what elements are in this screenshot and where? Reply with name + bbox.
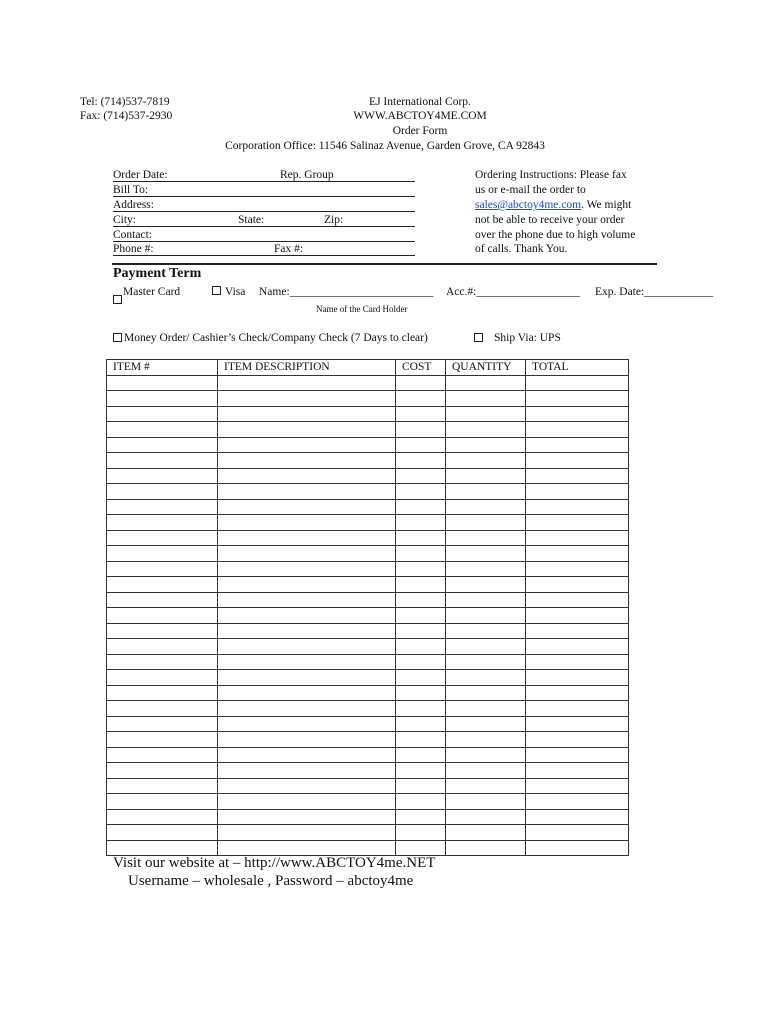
table-row: [107, 732, 629, 748]
item-number-cell[interactable]: [107, 654, 218, 670]
instructions-line-3: [475, 198, 631, 212]
city-label: City:: [113, 214, 137, 226]
quantity-cell[interactable]: [446, 794, 526, 810]
total-cell[interactable]: [526, 763, 629, 779]
table-row: [107, 809, 629, 825]
item-description-cell[interactable]: [218, 794, 396, 810]
bill-to-label: Bill To:: [113, 184, 149, 196]
table-row: [107, 453, 629, 469]
quantity-cell[interactable]: [446, 577, 526, 593]
item-number-cell[interactable]: [107, 763, 218, 779]
total-cell[interactable]: [526, 515, 629, 531]
table-row: [107, 391, 629, 407]
item-number-cell[interactable]: [107, 406, 218, 422]
cost-cell[interactable]: [396, 577, 446, 593]
item-description-cell[interactable]: [218, 515, 396, 531]
cost-cell[interactable]: [396, 809, 446, 825]
quantity-cell[interactable]: [446, 515, 526, 531]
section-divider: [112, 263, 657, 265]
visa-label: Visa: [225, 286, 246, 298]
total-cell[interactable]: [526, 747, 629, 763]
cost-cell[interactable]: [396, 732, 446, 748]
item-number-cell[interactable]: [107, 809, 218, 825]
table-row: [107, 763, 629, 779]
item-number-cell[interactable]: [107, 561, 218, 577]
total-cell[interactable]: [526, 794, 629, 810]
quantity-cell[interactable]: [446, 809, 526, 825]
total-cell[interactable]: [526, 391, 629, 407]
item-number-header: ITEM #: [107, 360, 218, 376]
total-cell[interactable]: [526, 592, 629, 608]
item-number-cell[interactable]: [107, 453, 218, 469]
total-cell[interactable]: [526, 716, 629, 732]
total-cell[interactable]: [526, 809, 629, 825]
total-cell[interactable]: [526, 406, 629, 422]
expiration-date-field[interactable]: Exp. Date:____________: [595, 286, 714, 298]
total-cell[interactable]: [526, 825, 629, 841]
item-number-cell[interactable]: [107, 608, 218, 624]
quantity-cell[interactable]: [446, 468, 526, 484]
phone-fax-line[interactable]: [113, 255, 415, 256]
cost-cell[interactable]: [396, 437, 446, 453]
cost-cell[interactable]: [396, 778, 446, 794]
table-row: [107, 840, 629, 856]
item-number-cell[interactable]: [107, 468, 218, 484]
cost-cell[interactable]: [396, 654, 446, 670]
item-description-cell[interactable]: [218, 747, 396, 763]
item-number-cell[interactable]: [107, 623, 218, 639]
item-description-cell[interactable]: [218, 422, 396, 438]
total-cell[interactable]: [526, 422, 629, 438]
office-address: Corporation Office: 11546 Salinaz Avenue, Garden Grove, CA 92843: [225, 140, 545, 152]
item-number-cell[interactable]: [107, 639, 218, 655]
item-number-cell[interactable]: [107, 670, 218, 686]
visa-checkbox[interactable]: [212, 286, 221, 295]
cost-cell[interactable]: [396, 608, 446, 624]
tel-number: Tel: (714)537-7819: [80, 96, 170, 108]
item-number-cell[interactable]: [107, 530, 218, 546]
table-row: [107, 515, 629, 531]
item-description-cell[interactable]: [218, 437, 396, 453]
item-description-cell[interactable]: [218, 453, 396, 469]
item-number-cell[interactable]: [107, 437, 218, 453]
quantity-cell[interactable]: [446, 406, 526, 422]
item-description-cell[interactable]: [218, 685, 396, 701]
item-description-cell[interactable]: [218, 468, 396, 484]
order-items-table: [106, 359, 629, 856]
total-cell[interactable]: [526, 453, 629, 469]
item-number-cell[interactable]: [107, 794, 218, 810]
quantity-cell[interactable]: [446, 825, 526, 841]
item-description-cell[interactable]: [218, 778, 396, 794]
quantity-cell[interactable]: [446, 453, 526, 469]
cost-cell[interactable]: [396, 623, 446, 639]
item-number-cell[interactable]: [107, 732, 218, 748]
cost-cell[interactable]: [396, 391, 446, 407]
total-cell[interactable]: [526, 623, 629, 639]
total-header: TOTAL: [526, 360, 629, 376]
master-card-checkbox[interactable]: [113, 295, 122, 304]
total-cell[interactable]: [526, 530, 629, 546]
table-row: [107, 670, 629, 686]
cost-header: COST: [396, 360, 446, 376]
table-row: [107, 437, 629, 453]
item-number-cell[interactable]: [107, 778, 218, 794]
contact-line[interactable]: [113, 241, 415, 242]
total-cell[interactable]: [526, 608, 629, 624]
item-description-cell[interactable]: [218, 375, 396, 391]
total-cell[interactable]: [526, 499, 629, 515]
item-description-cell[interactable]: [218, 732, 396, 748]
company-name: EJ International Corp.: [369, 96, 471, 108]
cost-cell[interactable]: [396, 701, 446, 717]
quantity-cell[interactable]: [446, 546, 526, 562]
quantity-cell[interactable]: [446, 561, 526, 577]
fax-number: Fax: (714)537-2930: [80, 110, 173, 122]
table-row: [107, 794, 629, 810]
instructions-line-4: not be able to receive your order: [475, 214, 625, 226]
quantity-cell[interactable]: [446, 685, 526, 701]
rep-group-label: Rep. Group: [280, 169, 334, 181]
item-number-cell[interactable]: [107, 747, 218, 763]
item-description-cell[interactable]: [218, 546, 396, 562]
item-description-cell[interactable]: [218, 623, 396, 639]
quantity-cell[interactable]: [446, 530, 526, 546]
total-cell[interactable]: [526, 685, 629, 701]
phone-label: Phone #:: [113, 243, 154, 255]
item-number-cell[interactable]: [107, 546, 218, 562]
instructions-line-6: of calls. Thank You.: [475, 243, 568, 255]
cost-cell[interactable]: [396, 592, 446, 608]
state-label: State:: [238, 214, 265, 226]
quantity-cell[interactable]: [446, 484, 526, 500]
item-description-cell[interactable]: [218, 763, 396, 779]
table-row: [107, 468, 629, 484]
money-order-checkbox[interactable]: [113, 333, 122, 342]
quantity-cell[interactable]: [446, 592, 526, 608]
order-date-line[interactable]: [113, 181, 415, 182]
item-description-cell[interactable]: [218, 592, 396, 608]
ship-via-checkbox[interactable]: [474, 333, 483, 342]
table-row: [107, 685, 629, 701]
item-description-cell[interactable]: [218, 639, 396, 655]
cost-cell[interactable]: [396, 499, 446, 515]
item-number-cell[interactable]: [107, 592, 218, 608]
instructions-line-2: us or e-mail the order to: [475, 184, 586, 196]
cost-cell[interactable]: [396, 685, 446, 701]
form-title: Order Form: [392, 125, 448, 137]
cost-cell[interactable]: [396, 747, 446, 763]
bill-to-line[interactable]: [113, 196, 415, 197]
total-cell[interactable]: [526, 732, 629, 748]
cost-cell[interactable]: [396, 794, 446, 810]
instructions-line-3-rest: . We might: [581, 199, 632, 211]
table-row: [107, 592, 629, 608]
city-state-zip-line[interactable]: [113, 226, 415, 227]
total-cell[interactable]: [526, 577, 629, 593]
cost-cell[interactable]: [396, 546, 446, 562]
master-card-label: Master Card: [123, 286, 181, 298]
table-row: [107, 561, 629, 577]
address-label: Address:: [113, 199, 154, 211]
table-row: [107, 422, 629, 438]
contact-label: Contact:: [113, 229, 152, 241]
cost-cell[interactable]: [396, 406, 446, 422]
total-cell[interactable]: [526, 484, 629, 500]
table-row: [107, 484, 629, 500]
account-number-field[interactable]: Acc.#:__________________: [446, 286, 580, 298]
quantity-cell[interactable]: [446, 732, 526, 748]
cost-cell[interactable]: [396, 670, 446, 686]
order-date-label: Order Date:: [113, 169, 168, 181]
money-order-label: Money Order/ Cashier’s Check/Company Check (7 Days to clear): [124, 332, 428, 344]
item-number-cell[interactable]: [107, 701, 218, 717]
quantity-cell[interactable]: [446, 778, 526, 794]
total-cell[interactable]: [526, 840, 629, 856]
item-description-header: ITEM DESCRIPTION: [218, 360, 396, 376]
cost-cell[interactable]: [396, 375, 446, 391]
quantity-cell[interactable]: [446, 701, 526, 717]
ship-via-label: Ship Via: UPS: [494, 332, 561, 344]
item-description-cell[interactable]: [218, 654, 396, 670]
item-description-cell[interactable]: [218, 716, 396, 732]
cost-cell[interactable]: [396, 639, 446, 655]
cost-cell[interactable]: [396, 515, 446, 531]
total-cell[interactable]: [526, 639, 629, 655]
quantity-cell[interactable]: [446, 654, 526, 670]
zip-label: Zip:: [324, 214, 344, 226]
table-header-row: [107, 360, 629, 376]
cost-cell[interactable]: [396, 561, 446, 577]
quantity-cell[interactable]: [446, 437, 526, 453]
item-description-cell[interactable]: [218, 608, 396, 624]
table-row: [107, 499, 629, 515]
total-cell[interactable]: [526, 375, 629, 391]
quantity-cell[interactable]: [446, 840, 526, 856]
total-cell[interactable]: [526, 778, 629, 794]
instructions-line-5: over the phone due to high volume: [475, 229, 636, 241]
address-line[interactable]: [113, 211, 415, 212]
payment-term-heading: Payment Term: [113, 266, 202, 281]
item-description-cell[interactable]: [218, 701, 396, 717]
card-holder-note: Name of the Card Holder: [316, 304, 408, 314]
quantity-cell[interactable]: [446, 608, 526, 624]
table-row: [107, 701, 629, 717]
item-description-cell[interactable]: [218, 670, 396, 686]
item-number-cell[interactable]: [107, 685, 218, 701]
item-description-cell[interactable]: [218, 484, 396, 500]
quantity-header: QUANTITY: [446, 360, 526, 376]
cost-cell[interactable]: [396, 422, 446, 438]
item-description-cell[interactable]: [218, 406, 396, 422]
table-row: [107, 825, 629, 841]
quantity-cell[interactable]: [446, 639, 526, 655]
item-number-cell[interactable]: [107, 391, 218, 407]
website-visit-line: Visit our website at – http://www.ABCTOY4me.NET: [113, 855, 436, 871]
table-body: [107, 375, 629, 856]
cost-cell[interactable]: [396, 840, 446, 856]
table-row: [107, 375, 629, 391]
item-number-cell[interactable]: [107, 375, 218, 391]
total-cell[interactable]: [526, 437, 629, 453]
total-cell[interactable]: [526, 701, 629, 717]
item-number-cell[interactable]: [107, 484, 218, 500]
item-number-cell[interactable]: [107, 825, 218, 841]
item-description-cell[interactable]: [218, 809, 396, 825]
total-cell[interactable]: [526, 561, 629, 577]
table-row: [107, 577, 629, 593]
sales-email-link[interactable]: sales@abctoy4me.com: [475, 199, 582, 211]
card-holder-name-field[interactable]: Name:_________________________: [259, 286, 434, 298]
item-number-cell[interactable]: [107, 716, 218, 732]
total-cell[interactable]: [526, 654, 629, 670]
item-number-cell[interactable]: [107, 840, 218, 856]
table-row: [107, 530, 629, 546]
quantity-cell[interactable]: [446, 499, 526, 515]
quantity-cell[interactable]: [446, 716, 526, 732]
table-row: [107, 716, 629, 732]
total-cell[interactable]: [526, 670, 629, 686]
table-row: [107, 747, 629, 763]
table-row: [107, 406, 629, 422]
table-row: [107, 654, 629, 670]
login-credentials-line: Username – wholesale , Password – abctoy4me: [128, 873, 414, 889]
cost-cell[interactable]: [396, 453, 446, 469]
quantity-cell[interactable]: [446, 391, 526, 407]
instructions-line-1: Ordering Instructions: Please fax: [475, 169, 627, 181]
item-number-cell[interactable]: [107, 422, 218, 438]
item-number-cell[interactable]: [107, 499, 218, 515]
total-cell[interactable]: [526, 546, 629, 562]
item-description-cell[interactable]: [218, 577, 396, 593]
item-number-cell[interactable]: [107, 577, 218, 593]
quantity-cell[interactable]: [446, 375, 526, 391]
item-description-cell[interactable]: [218, 530, 396, 546]
item-number-cell[interactable]: [107, 515, 218, 531]
quantity-cell[interactable]: [446, 747, 526, 763]
cost-cell[interactable]: [396, 763, 446, 779]
table-row: [107, 546, 629, 562]
quantity-cell[interactable]: [446, 623, 526, 639]
total-cell[interactable]: [526, 468, 629, 484]
item-description-cell[interactable]: [218, 561, 396, 577]
cost-cell[interactable]: [396, 468, 446, 484]
table-row: [107, 778, 629, 794]
cost-cell[interactable]: [396, 484, 446, 500]
table-row: [107, 623, 629, 639]
quantity-cell[interactable]: [446, 763, 526, 779]
table-row: [107, 639, 629, 655]
item-description-cell[interactable]: [218, 499, 396, 515]
fax-label: Fax #:: [274, 243, 304, 255]
item-description-cell[interactable]: [218, 391, 396, 407]
cost-cell[interactable]: [396, 530, 446, 546]
company-website: WWW.ABCTOY4ME.COM: [353, 110, 487, 122]
item-description-cell[interactable]: [218, 840, 396, 856]
quantity-cell[interactable]: [446, 422, 526, 438]
cost-cell[interactable]: [396, 825, 446, 841]
cost-cell[interactable]: [396, 716, 446, 732]
table-row: [107, 608, 629, 624]
quantity-cell[interactable]: [446, 670, 526, 686]
item-description-cell[interactable]: [218, 825, 396, 841]
